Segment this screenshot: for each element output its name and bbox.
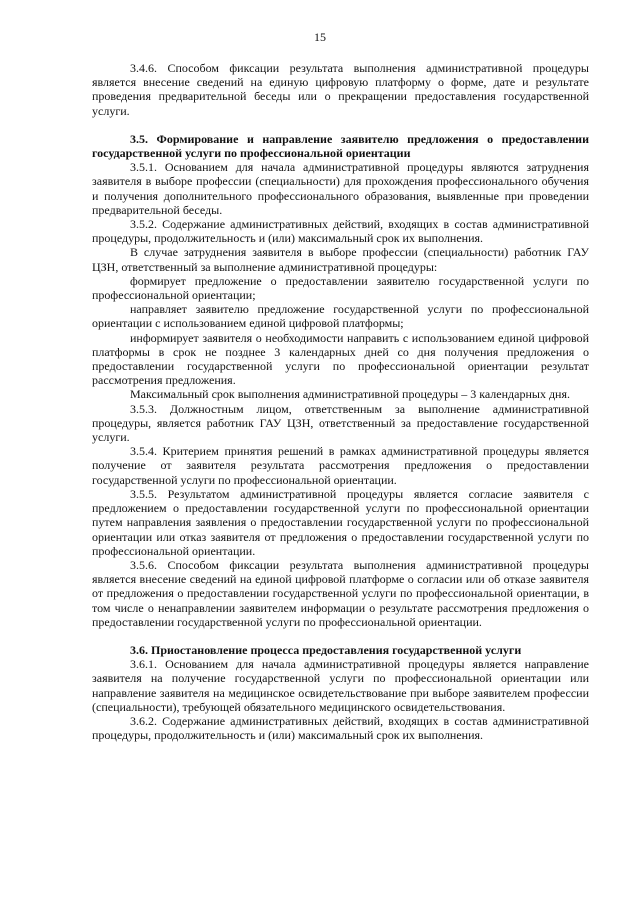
section-heading-3-6: 3.6. Приостановление процесса предоставления государственной услуги <box>130 642 522 657</box>
section-heading-3-5: 3.5. Формирование и направление заявителю предложения о предоставлении государственной услуги по профессиональной ориентации <box>92 131 589 161</box>
paragraph-3-4-6: 3.4.6. Способом фиксации результата выполнения административной процедуры является внесение сведений на единую цифровую платформу о форме, дате и результате проведения предварительной беседы или о прекращении предоставления государственной услуги. <box>92 61 589 118</box>
paragraph-3-5-5: 3.5.5. Результатом административной процедуры является согласие заявителя с предложением о предоставлении государственной услуги по профессиональной ориентации путем направления заявления о предоставлении государственной услуги по профессиональной ориентации или отказ заявителя от предложения о предоставлении государственной услуги по профессиональной ориентации. <box>92 486 589 558</box>
paragraph-max-term: Максимальный срок выполнения административной процедуры – 3 календарных дня. <box>130 387 570 402</box>
paragraph-3-5-6: 3.5.6. Способом фиксации результата выполнения административной процедуры является внесение сведений на единой цифровой платформе о согласии или об отказе заявителя от предложения о предоставлении государственной услуги по профессиональной ориентации, в том числе о ненаправлении заявителем информации о результате рассмотрения предложения о предоставлении государственной услуги по профессиональной ориентации. <box>92 557 589 629</box>
paragraph-sends-proposal: направляет заявителю предложение государственной услуги по профессиональной ориентации с использованием единой цифровой платформы; <box>92 302 589 331</box>
paragraph-3-5-2: 3.5.2. Содержание административных действий, входящих в состав административной процедуры, продолжительность и (или) максимальный срок их выполнения. <box>92 217 589 246</box>
paragraph-3-5-1: 3.5.1. Основанием для начала административной процедуры являются затруднения заявителя в выборе профессии (специальности) для прохождения профессионального обучения и получения дополнительного профессионального образования, выявленные при проведении предварительной беседы. <box>92 160 589 217</box>
paragraph-informs-applicant: информирует заявителя о необходимости направить с использованием единой цифровой платформы в срок не позднее 3 календарных дней со дня получения предложения о предоставлении государственной услуги по профессиональной ориентации результат рассмотрения предложения. <box>92 330 589 388</box>
paragraph-3-5-3: 3.5.3. Должностным лицом, ответственным за выполнение административной процедуры, является работник ГАУ ЦЗН, ответственный за предоставление государственной услуги. <box>92 401 589 445</box>
paragraph-3-5-4: 3.5.4. Критерием принятия решений в рамках административной процедуры является получение от заявителя результата рассмотрения предложения о предоставлении государственной услуги по профессиональной ориентации. <box>92 444 589 487</box>
paragraph-forms-proposal: формирует предложение о предоставлении заявителю государственной услуги по профессиональной ориентации; <box>92 273 589 303</box>
page-number: 15 <box>314 30 326 44</box>
paragraph-difficulty-case: В случае затруднения заявителя в выборе профессии (специальности) работник ГАУ ЦЗН, ответственный за выполнение административной процедуры: <box>92 245 589 274</box>
document-body <box>92 61 589 742</box>
paragraph-3-6-1: 3.6.1. Основанием для начала административной процедуры является направление заявителя на получение государственной услуги по профессиональной ориентации или направление заявителя на медицинское освидетельствование при выборе заявителем профессии (специальности), требующей обязательного медицинского освидетельствования. <box>92 657 589 714</box>
paragraph-3-6-2: 3.6.2. Содержание административных действий, входящих в состав административной процедуры, продолжительность и (или) максимальный срок их выполнения. <box>92 713 589 743</box>
